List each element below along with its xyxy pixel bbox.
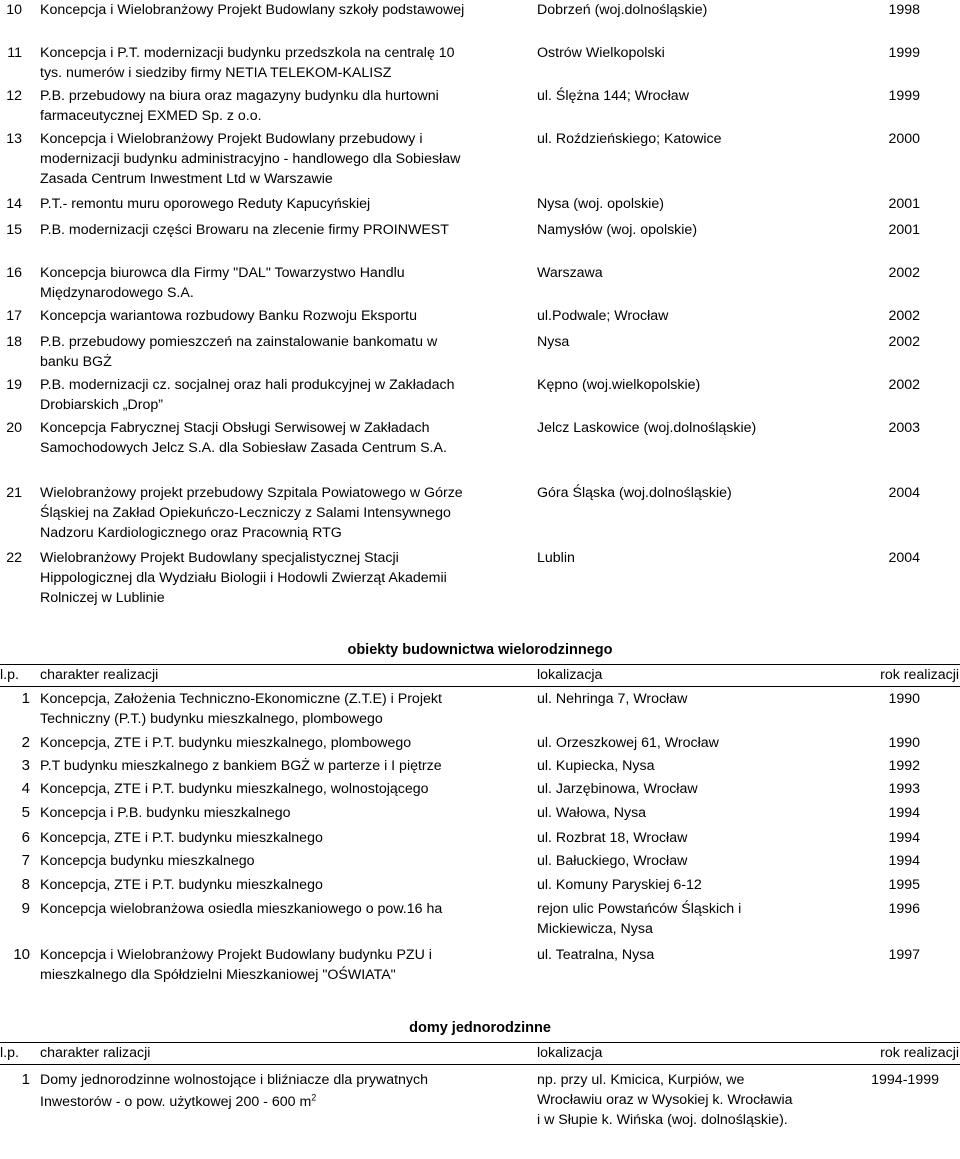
row-description-line: Koncepcja, ZTE i P.T. budynku mieszkalnego xyxy=(40,877,323,893)
header-border-bottom xyxy=(0,1064,960,1065)
row-description-line: Wielobranżowy Projekt Budowlany specjalistycznej Stacji xyxy=(40,550,399,566)
row-location-line: Kępno (woj.wielkopolskie) xyxy=(537,377,701,393)
row-description-line: Wielobranżowy projekt przebudowy Szpitala Powiatowego w Górze xyxy=(40,485,463,501)
row-description xyxy=(40,86,439,126)
row-description xyxy=(40,689,442,729)
row-description-line: Drobiarskich „Drop” xyxy=(40,397,163,413)
row-location xyxy=(537,483,732,503)
header-rok: rok realizacji xyxy=(880,667,959,683)
row-description xyxy=(40,945,432,985)
row-description-line: Nadzoru Kardiologicznego oraz Pracownią RTG xyxy=(40,525,342,541)
row-description xyxy=(40,263,405,303)
row-year: 2002 xyxy=(888,265,920,281)
row-description-line: P.B. przebudowy pomieszczeń na zainstalowanie bankomatu w xyxy=(40,334,438,350)
row-description xyxy=(40,0,464,20)
row-year: 1998 xyxy=(888,2,920,18)
row-number: 6 xyxy=(21,829,30,846)
row-location xyxy=(537,689,687,709)
row-location-line: Nysa xyxy=(537,334,570,350)
row-description xyxy=(40,43,455,83)
row-number: 2 xyxy=(21,734,30,751)
row-description-line: Koncepcja, ZTE i P.T. budynku mieszkalnego, plombowego xyxy=(40,735,412,751)
row-description xyxy=(40,375,455,415)
row-description-line: Koncepcja i Wielobranżowy Projekt Budowlany budynku PZU i xyxy=(40,947,432,963)
row-description-line: Rolniczej w Lublinie xyxy=(40,590,165,606)
row-location xyxy=(537,332,569,352)
header-rok: rok realizacji xyxy=(880,1045,959,1061)
row-location-line: ul. Bałuckiego, Wrocław xyxy=(537,853,688,869)
row-description-line: modernizacji budynku administracyjno - handlowego dla Sobiesław xyxy=(40,151,461,167)
table-header-multi-family xyxy=(0,664,960,686)
row-location-line: ul. Roździeńskiego; Katowice xyxy=(537,131,722,147)
row-number: 16 xyxy=(6,265,22,281)
row-description-line: Koncepcja, ZTE i P.T. budynku mieszkalnego xyxy=(40,830,323,846)
row-description-line: P.B. modernizacji części Browaru na zlecenie firmy PROINWEST xyxy=(40,222,449,238)
row-description-line: Koncepcja i Wielobranżowy Projekt Budowlany przebudowy i xyxy=(40,131,423,147)
row-year: 1996 xyxy=(888,901,920,917)
row-year: 2000 xyxy=(888,131,920,147)
row-description-line: Koncepcja wielobranżowa osiedla mieszkaniowego o pow.16 ha xyxy=(40,901,443,917)
row-year: 1999 xyxy=(888,88,920,104)
row-description xyxy=(40,1070,428,1112)
row-location-line: Nysa (woj. opolskie) xyxy=(537,196,664,212)
row-location xyxy=(537,220,697,240)
row-location-line: rejon ulic Powstańców Śląskich i xyxy=(537,901,742,917)
row-number: 13 xyxy=(6,131,22,147)
row-description-line: P.B. przebudowy na biura oraz magazyny budynku dla hurtowni xyxy=(40,88,439,104)
row-description-line: banku BGŻ xyxy=(40,354,112,370)
row-number: 12 xyxy=(6,88,22,104)
row-location-line: ul. Orzeszkowej 61, Wrocław xyxy=(537,735,719,751)
row-location-line: ul.Podwale; Wrocław xyxy=(537,308,669,324)
row-number: 1 xyxy=(21,690,30,707)
row-number: 20 xyxy=(6,420,22,436)
row-description-text: Inwestorów - o pow. użytkowej 200 - 600 m xyxy=(40,1094,312,1110)
row-description-line: P.T.- remontu muru oporowego Reduty Kapucyńskiej xyxy=(40,196,371,212)
row-location-line: ul. Komuny Paryskiej 6-12 xyxy=(537,877,702,893)
row-year: 2004 xyxy=(888,550,920,566)
row-location xyxy=(537,945,654,965)
row-year: 1997 xyxy=(888,947,920,963)
row-description xyxy=(40,899,442,919)
row-number: 9 xyxy=(21,900,30,917)
row-description-line: mieszkalnego dla Spółdzielni Mieszkaniowej "OŚWIATA" xyxy=(40,967,396,983)
row-location-line: Ostrów Wielkopolski xyxy=(537,45,665,61)
header-charakter: charakter ralizacji xyxy=(40,1045,151,1061)
row-location xyxy=(537,43,665,63)
row-location-line: ul. Nehringa 7, Wrocław xyxy=(537,691,688,707)
row-number: 15 xyxy=(6,222,22,238)
row-location-line: ul. Rozbrat 18, Wrocław xyxy=(537,830,688,846)
row-location xyxy=(537,86,689,106)
row-description xyxy=(40,733,411,753)
row-location-line: Warszawa xyxy=(537,265,603,281)
row-number: 8 xyxy=(21,876,30,893)
row-location-line: ul. Kupiecka, Nysa xyxy=(537,758,655,774)
row-number: 7 xyxy=(21,852,30,869)
row-description-line: Koncepcja biurowca dla Firmy "DAL" Towarzystwo Handlu xyxy=(40,265,405,281)
row-description xyxy=(40,483,463,543)
header-border-top xyxy=(0,664,960,665)
row-location xyxy=(537,733,719,753)
header-lp: l.p. xyxy=(0,667,19,683)
row-year: 1992 xyxy=(888,758,920,774)
row-description xyxy=(40,548,447,608)
row-description-line: P.T budynku mieszkalnego z bankiem BGŻ w parterze i I piętrze xyxy=(40,758,442,774)
row-location-line: ul. Wałowa, Nysa xyxy=(537,805,647,821)
row-number: 21 xyxy=(6,485,22,501)
row-description xyxy=(40,875,323,895)
row-year: 2004 xyxy=(888,485,920,501)
superscript-unit: 2 xyxy=(311,1092,317,1103)
row-location xyxy=(537,129,722,149)
row-number: 10 xyxy=(13,946,30,963)
row-location xyxy=(537,548,575,568)
row-description xyxy=(40,779,429,799)
row-description-line: Zasada Centrum Inwestment Ltd w Warszawie xyxy=(40,171,333,187)
row-number: 3 xyxy=(21,757,30,774)
row-location xyxy=(537,779,698,799)
row-description-line: Techniczny (P.T.) budynku mieszkalnego, plombowego xyxy=(40,711,383,727)
row-location-line: ul. Ślężna 144; Wrocław xyxy=(537,88,689,104)
row-description-line: tys. numerów i siedziby firmy NETIA TELEKOM-KALISZ xyxy=(40,65,392,81)
row-location-line: Namysłów (woj. opolskie) xyxy=(537,222,698,238)
row-location-line: Jelcz Laskowice (woj.dolnośląskie) xyxy=(537,420,757,436)
row-number: 10 xyxy=(6,2,22,18)
row-description xyxy=(40,332,437,372)
row-number: 1 xyxy=(21,1071,30,1088)
row-year: 2002 xyxy=(888,334,920,350)
row-year: 2002 xyxy=(888,377,920,393)
row-location-line: Lublin xyxy=(537,550,575,566)
row-location xyxy=(537,418,756,438)
header-border-bottom xyxy=(0,686,960,687)
row-description xyxy=(40,756,442,776)
row-description-line: Koncepcja i Wielobranżowy Projekt Budowlany szkoły podstawowej xyxy=(40,2,465,18)
row-description-line: Międzynarodowego S.A. xyxy=(40,285,194,301)
row-description-line: Koncepcja i P.T. modernizacji budynku przedszkola na centralę 10 xyxy=(40,45,455,61)
row-description-line: Koncepcja Fabrycznej Stacji Obsługi Serwisowej w Zakładach xyxy=(40,420,430,436)
row-year: 1994 xyxy=(888,805,920,821)
row-year: 1994 xyxy=(888,853,920,869)
row-location xyxy=(537,899,741,939)
header-charakter: charakter realizacji xyxy=(40,667,159,683)
row-description xyxy=(40,418,447,458)
row-year: 1990 xyxy=(888,735,920,751)
row-location xyxy=(537,1070,793,1130)
row-year: 2002 xyxy=(888,308,920,324)
row-number: 5 xyxy=(21,804,30,821)
row-description xyxy=(40,851,255,871)
row-number: 11 xyxy=(7,45,22,61)
row-location-line: Mickiewicza, Nysa xyxy=(537,921,653,937)
row-location-line: ul. Jarzębinowa, Wrocław xyxy=(537,781,698,797)
row-year: 1994 xyxy=(888,830,920,846)
row-number: 4 xyxy=(21,780,30,797)
row-description-line: Koncepcja, ZTE i P.T. budynku mieszkalnego, wolnostojącego xyxy=(40,781,429,797)
row-location xyxy=(537,194,664,214)
row-description-line: Domy jednorodzinne wolnostojące i bliźniacze dla prywatnych xyxy=(40,1072,428,1088)
header-lp: l.p. xyxy=(0,1045,19,1061)
row-year: 1990 xyxy=(888,691,920,707)
row-location xyxy=(537,263,603,283)
row-description-line: Śląskiej na Zakład Opiekuńczo-Leczniczy z Salami Intensywnego xyxy=(40,505,451,521)
row-description xyxy=(40,129,460,189)
row-location-line: i w Słupie k. Wińska (woj. dolnośląskie). xyxy=(537,1112,788,1128)
row-year: 2003 xyxy=(888,420,920,436)
row-description xyxy=(40,194,370,214)
row-year: 1995 xyxy=(888,877,920,893)
row-number: 14 xyxy=(6,196,22,212)
row-location-line: Wrocławiu oraz w Wysokiej k. Wrocławia xyxy=(537,1092,793,1108)
header-lokalizacja: lokalizacja xyxy=(537,667,603,683)
row-year: 2001 xyxy=(888,222,920,238)
row-description-line: Samochodowych Jelcz S.A. dla Sobiesław Zasada Centrum S.A. xyxy=(40,440,447,456)
row-description xyxy=(40,828,323,848)
row-location xyxy=(537,0,707,20)
row-description-line: Hippologicznej dla Wydziału Biologii i Hodowli Zwierząt Akademii xyxy=(40,570,447,586)
row-number: 18 xyxy=(6,334,22,350)
row-description-line: P.B. modernizacji cz. socjalnej oraz hali produkcyjnej w Zakładach xyxy=(40,377,455,393)
row-description-line xyxy=(40,1092,428,1112)
row-location-line: Góra Śląska (woj.dolnośląskie) xyxy=(537,485,732,501)
row-location xyxy=(537,756,655,776)
row-number: 19 xyxy=(6,377,22,393)
row-description xyxy=(40,220,449,240)
row-year: 1993 xyxy=(888,781,920,797)
row-location xyxy=(537,851,687,871)
row-location-line: ul. Teatralna, Nysa xyxy=(537,947,655,963)
table-header-single-family xyxy=(0,1042,960,1064)
section-title-single-family: domy jednorodzinne xyxy=(409,1020,551,1036)
row-location-line: Dobrzeń (woj.dolnośląskie) xyxy=(537,2,708,18)
row-location xyxy=(537,875,702,895)
row-year: 1999 xyxy=(888,45,920,61)
row-location xyxy=(537,828,687,848)
row-description-line: Koncepcja wariantowa rozbudowy Banku Rozwoju Eksportu xyxy=(40,308,417,324)
row-description xyxy=(40,306,417,326)
row-description-line: Koncepcja i P.B. budynku mieszkalnego xyxy=(40,805,291,821)
header-border-top xyxy=(0,1042,960,1043)
section-title-multi-family: obiekty budownictwa wielorodzinnego xyxy=(347,642,613,658)
row-number: 22 xyxy=(6,550,22,566)
row-year: 1994-1999 xyxy=(871,1072,939,1088)
row-description-line: farmaceutycznej EXMED Sp. z o.o. xyxy=(40,108,262,124)
row-number: 17 xyxy=(6,308,22,324)
row-location xyxy=(537,306,668,326)
row-location-line: np. przy ul. Kmicica, Kurpiów, we xyxy=(537,1072,745,1088)
row-year: 2001 xyxy=(888,196,920,212)
row-description-line: Koncepcja, Założenia Techniczno-Ekonomiczne (Z.T.E) i Projekt xyxy=(40,691,442,707)
row-description-line: Koncepcja budynku mieszkalnego xyxy=(40,853,255,869)
header-lokalizacja: lokalizacja xyxy=(537,1045,603,1061)
row-description xyxy=(40,803,291,823)
row-location xyxy=(537,803,646,823)
row-location xyxy=(537,375,700,395)
